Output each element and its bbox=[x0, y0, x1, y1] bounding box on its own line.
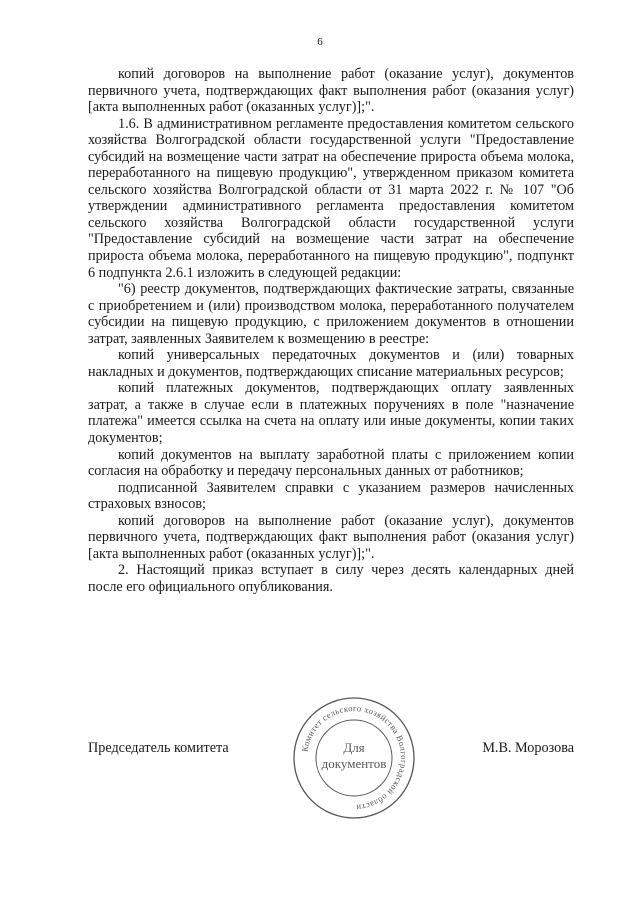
paragraph: 2. Настоящий приказ вступает в силу через десять календарных дней после его официального опубликования. bbox=[88, 562, 574, 595]
document-body bbox=[88, 66, 574, 596]
paragraph: копий договоров на выполнение работ (оказание услуг), документов первичного учета, подтверждающих факт выполнения работ (оказания услуг) [акта выполненных работ (оказанных услуг)];". bbox=[88, 512, 574, 562]
page-number: 6 bbox=[317, 36, 323, 48]
paragraph: "6) реестр документов, подтверждающих фактические затраты, связанные с приобретением и (или) производством молока, переработанного получателем субсидии на пищевую продукцию, с приложением документов в отношении затрат, заявленных Заявителем к возмещению в реестре: bbox=[88, 281, 574, 347]
paragraph: копий платежных документов, подтверждающих оплату заявленных затрат, а также в случае если в платежных поручениях в поле "назначение платежа" имеется ссылка на счета на оплату или иные документы, копии таких документов; bbox=[88, 380, 574, 447]
signer-name: М.В. Морозова bbox=[482, 740, 574, 756]
paragraph: копий универсальных передаточных документов и (или) товарных накладных и документов, подтверждающих списание материальных ресурсов; bbox=[88, 347, 574, 380]
stamp-center-line1: Для bbox=[343, 740, 365, 755]
paragraph: копий документов на выплату заработной платы с приложением копии согласия на обработку и передачу персональных данных от работников; bbox=[88, 446, 574, 480]
paragraph: 1.6. В административном регламенте предоставления комитетом сельского хозяйства Волгоградской области государственной услуги "Предоставление субсидий на возмещение части затрат на обеспечение прироста объема молока, переработанного на пищевую продукцию", утвержденном приказом комитета сельского хозяйства Волгоградской области от 31 марта 2022 г. № 107 "Об утверждении административного регламента предоставления комитетом сельского хозяйства Волгоградской области государственной услуги "Предоставление субсидий на возмещение части затрат на обеспечение прироста объема молока, переработанного на пищевую продукцию", подпункт 6 подпункта 2.6.1 изложить в следующей редакции: bbox=[88, 115, 574, 281]
stamp-ring-text: Комитет сельского хозяйства Волгоградской области bbox=[299, 702, 410, 814]
paragraph: копий договоров на выполнение работ (оказание услуг), документов первичного учета, подтверждающих факт выполнения работ (оказания услуг) [акта выполненных работ (оказанных услуг)];". bbox=[88, 66, 574, 116]
stamp-seal-icon bbox=[290, 694, 418, 822]
stamp-center-line2: документов bbox=[321, 756, 387, 771]
official-stamp bbox=[290, 694, 418, 822]
paragraph: подписанной Заявителем справки с указанием размеров начисленных страховых взносов; bbox=[88, 479, 574, 513]
signer-position: Председатель комитета bbox=[88, 740, 229, 756]
